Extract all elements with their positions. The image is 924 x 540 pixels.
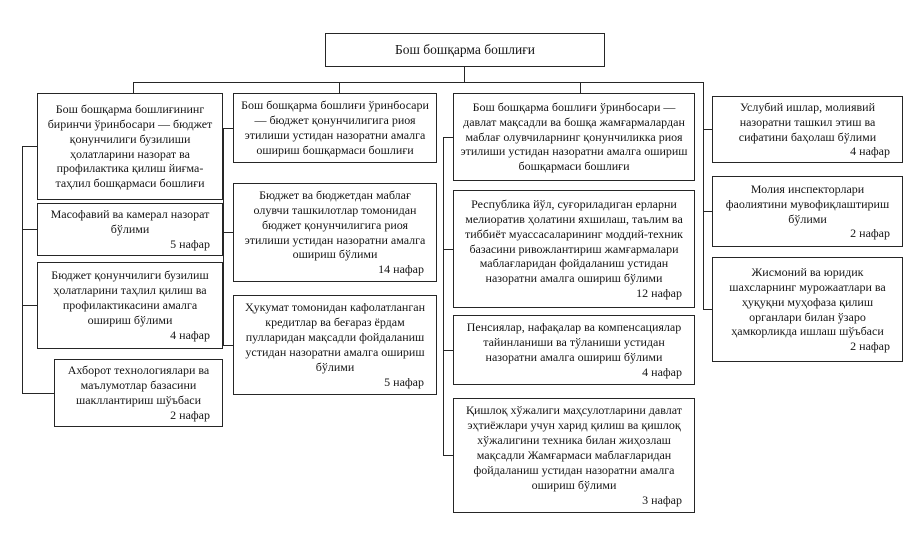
node-title: Бош бошқарма бошлиғи ўринбосари — давлат мақсадли ва бошқа жамғармалардан маблағ олувчиларнинг қонунчиликка риоя этилиши устидан назоратни амалга ошириш бошқармаси бошлиғи	[460, 99, 688, 174]
connector-col1-stub-manager	[22, 146, 37, 147]
node-col1-box2	[37, 262, 223, 349]
staff-count: 2 нафар	[850, 226, 890, 241]
connector-col2-stub-manager	[223, 128, 233, 129]
node-col2-manager	[233, 93, 437, 163]
connector-col2-stub2	[223, 345, 233, 346]
connector-col4-stub3	[703, 309, 712, 310]
staff-count: 5 нафар	[384, 374, 424, 389]
staff-count: 2 нафар	[170, 407, 210, 422]
node-title: Пенсиялар, нафақалар ва компенсациялар тайинланиши ва тўланиши устидан назоратни амалга ошириш бўлими	[466, 320, 682, 364]
connector-col2-drop	[339, 82, 340, 93]
connector-col4-stub2	[703, 211, 712, 212]
node-title: Бош бошқарма бошлиғи ўринбосари — бюджет қонунчилигига риоя этилиши устидан назоратни амалга ошириш бошқармаси бошлиғи	[241, 98, 429, 157]
node-col4-box1	[712, 96, 903, 163]
connector-main-rail	[133, 82, 703, 83]
staff-count: 2 нафар	[850, 339, 890, 354]
connector-col2-stub1	[223, 232, 233, 233]
node-title: Молия инспекторлари фаолиятини мувофиқлаштириш бўлими	[725, 181, 890, 226]
node-title: Масофавий ва камерал назорат бўлими	[50, 207, 210, 237]
connector-col1-rail	[22, 146, 23, 394]
node-col3-box3	[453, 398, 695, 513]
node-title: Жисмоний ва юридик шахсларнинг мурожаатлари ва ҳуқуқни муҳофаза қилиш органлари билан ўзаро ҳамкорликда ишлаш шўъбаси	[729, 264, 886, 339]
connector-col3-stub3	[443, 455, 453, 456]
node-col3-box1	[453, 190, 695, 308]
node-col4-box3	[712, 257, 903, 362]
node-root-title: Бош бошқарма бошлиғи	[395, 41, 535, 57]
connector-col2-rail	[223, 128, 224, 346]
node-title: Республика йўл, суғориладиган ерларни мелиоратив ҳолатини яхшилаш, таълим ва тиббиёт муассасаларининг моддий-техник базасини ривожлантириш жамғармалари маблағларидан фойдаланиш устидан назоратни амалга ошириш бўлими	[465, 196, 683, 286]
node-col1-box1	[37, 203, 223, 256]
node-col1-box3	[54, 359, 223, 427]
connector-col4-rail	[703, 82, 704, 310]
staff-count: 12 нафар	[636, 286, 682, 301]
node-col3-box2	[453, 315, 695, 385]
node-col2-box2	[233, 295, 437, 395]
connector-col1-stub3	[22, 393, 54, 394]
connector-col1-stub1	[22, 229, 37, 230]
node-title: Услубий ишлар, молиявий назоратни ташкил этиш ва сифатини баҳолаш бўлими	[738, 99, 877, 144]
node-col4-box2	[712, 176, 903, 247]
node-col3-manager	[453, 93, 695, 181]
staff-count: 5 нафар	[170, 236, 210, 251]
staff-count: 3 нафар	[642, 492, 682, 507]
node-root	[325, 33, 605, 67]
node-col2-box1	[233, 183, 437, 282]
connector-col3-drop	[580, 82, 581, 93]
node-title: Қишлоқ хўжалиги маҳсулотларини давлат эҳтиёжлари учун харид қилиш ва қишлоқ хўжалигини техника билан жиҳозлаш мақсадли Жамғармаси маблағларидан фойдаланиш устидан назоратни амалга ошириш бўлими	[466, 403, 682, 492]
node-title: Бюджет ва бюджетдан маблағ олувчи ташкилотлар томонидан бюджет қонунчилигига риоя этилиши устидан назоратни амалга ошириш бўлими	[244, 187, 426, 262]
connector-col3-rail	[443, 137, 444, 456]
connector-root-drop	[464, 67, 465, 82]
node-title: Бюджет қонунчилиги бузилиш ҳолатларини таҳлил қилиш ва профилактикасини амалга ошириш бўлими	[51, 268, 209, 327]
connector-col1-drop	[133, 82, 134, 93]
staff-count: 4 нафар	[850, 144, 890, 159]
staff-count: 4 нафар	[170, 327, 210, 342]
staff-count: 14 нафар	[378, 262, 424, 277]
node-title: Бош бошқарма бошлиғининг биринчи ўринбосари — бюджет қонунчилиги бузилиши ҳолатларини назорат ва профилактика қилиш йиғма-таҳлил бошқармаси бошлиғи	[47, 101, 213, 191]
node-col1-manager	[37, 93, 223, 200]
connector-col4-stub1	[703, 129, 712, 130]
staff-count: 4 нафар	[642, 364, 682, 379]
connector-col3-stub2	[443, 350, 453, 351]
connector-col3-stub-manager	[443, 137, 453, 138]
node-title: Ҳукумат томонидан кафолатланган кредитлар ва беғараз ёрдам пулларидан мақсадли фойдаланиш устидан назоратни амалга ошириш бўлими	[244, 300, 426, 374]
connector-col1-stub2	[22, 305, 37, 306]
node-title: Ахборот технологиялари ва маълумотлар базасини шакллантириш шўъбаси	[67, 363, 210, 407]
connector-col3-stub1	[443, 249, 453, 250]
